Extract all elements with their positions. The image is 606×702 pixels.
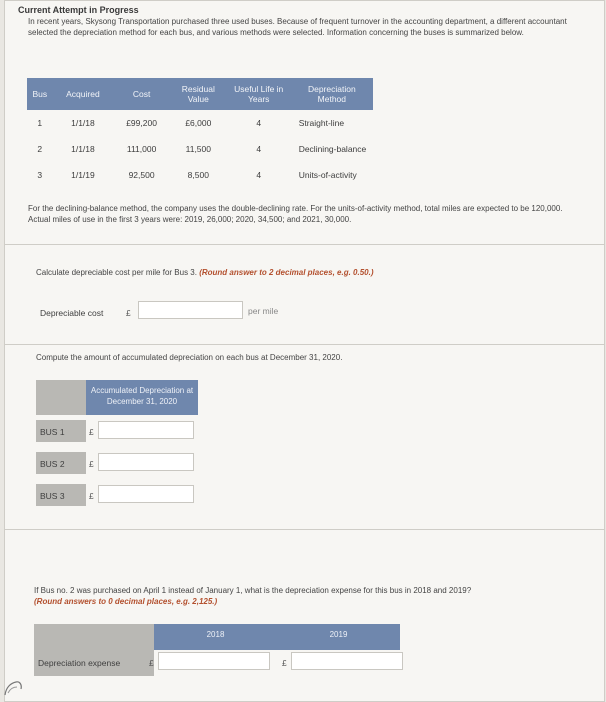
table-row — [27, 162, 373, 188]
bus-2-label: BUS 2 — [40, 459, 65, 469]
expense-2018-input[interactable] — [158, 652, 270, 670]
bus-3-label: BUS 3 — [40, 491, 65, 501]
cell-method: Declining-balance — [298, 144, 367, 154]
year-2018-header: 2018 — [154, 624, 277, 650]
table-header-row — [27, 78, 373, 110]
currency-symbol: £ — [89, 491, 94, 501]
bus-3-accumulated-input[interactable] — [98, 485, 194, 503]
col-bus: Bus — [27, 78, 53, 110]
cell-cost: 111,000 — [126, 144, 157, 154]
accumulated-depreciation-header: Accumulated Depreciation at December 31, 2020 — [86, 380, 198, 415]
cell-useful-life: 4 — [256, 144, 262, 154]
question-3-prompt — [34, 585, 574, 607]
page-title: Current Attempt in Progress — [18, 5, 139, 15]
cell-bus: 2 — [37, 144, 43, 154]
cell-useful-life: 4 — [256, 118, 262, 128]
question-3-hint: (Round answers to 0 decimal places, e.g. 2,125.) — [34, 597, 218, 606]
table-row — [27, 136, 373, 162]
question-1-text: Calculate depreciable cost per mile for Bus 3. — [36, 268, 197, 277]
per-mile-unit: per mile — [248, 306, 279, 316]
question-1-hint: (Round answer to 2 decimal places, e.g. 0.50.) — [199, 268, 374, 277]
depreciable-cost-label: Depreciable cost — [40, 308, 104, 318]
year-2019-header: 2019 — [277, 624, 400, 650]
cell-residual: 11,500 — [185, 144, 211, 154]
bus-1-accumulated-input[interactable] — [98, 421, 194, 439]
cell-acquired: 1/1/19 — [71, 170, 95, 180]
expense-2019-input[interactable] — [291, 652, 403, 670]
col-useful-life: Useful Life in Years — [227, 78, 291, 110]
cell-residual: £6,000 — [185, 118, 212, 128]
col-residual: Residual Value — [170, 78, 227, 110]
table-row — [27, 110, 373, 136]
question-3-card — [4, 529, 605, 702]
header-blank-cell — [34, 624, 154, 650]
cell-cost: £99,200 — [126, 118, 157, 128]
cell-bus: 1 — [37, 118, 43, 128]
depreciable-cost-input[interactable] — [138, 301, 243, 319]
col-acquired: Acquired — [53, 78, 114, 110]
question-3-text: If Bus no. 2 was purchased on April 1 instead of January 1, what is the depreciation expense for this bus in 2018 and 2019? — [34, 586, 472, 595]
cell-useful-life: 4 — [256, 170, 262, 180]
cell-method: Units-of-activity — [298, 170, 357, 180]
bus-1-label: BUS 1 — [40, 427, 65, 437]
currency-symbol: £ — [89, 427, 94, 437]
question-2-card — [4, 344, 605, 531]
question-2-prompt: Compute the amount of accumulated depreciation on each bus at December 31, 2020. — [36, 353, 343, 362]
cell-cost: 92,500 — [128, 170, 155, 180]
bus-2-accumulated-input[interactable] — [98, 453, 194, 471]
cell-residual: 8,500 — [187, 170, 209, 180]
currency-symbol: £ — [282, 658, 287, 668]
intro-text: In recent years, Skysong Transportation purchased three used buses. Because of frequent turnover in the accounting department, a different accountant selected the depreciation method for each bus, and various methods were selected. Information concerning the buses is summarized below. — [28, 17, 567, 37]
currency-symbol: £ — [89, 459, 94, 469]
col-cost: Cost — [113, 78, 170, 110]
method-details-text: For the declining-balance method, the company uses the double-declining rate. For the units-of-activity method, total miles are expected to be 120,000. Actual miles of use in the first 3 years were: 2019, 26,000; 2020, 34,500; and 2021, 30,000. — [28, 204, 563, 224]
cell-acquired: 1/1/18 — [71, 118, 95, 128]
header-blank-cell — [36, 380, 86, 415]
cell-bus: 3 — [37, 170, 43, 180]
currency-symbol: £ — [126, 308, 131, 318]
finger-thumb-icon — [2, 675, 24, 697]
question-1-card — [4, 244, 605, 346]
cell-acquired: 1/1/18 — [71, 144, 95, 154]
bus-table — [27, 78, 373, 188]
col-method: Depreciation Method — [291, 78, 373, 110]
question-1-prompt — [36, 268, 373, 277]
cell-method: Straight-line — [298, 118, 345, 128]
depreciation-expense-label: Depreciation expense — [38, 658, 121, 668]
currency-symbol: £ — [149, 658, 154, 668]
